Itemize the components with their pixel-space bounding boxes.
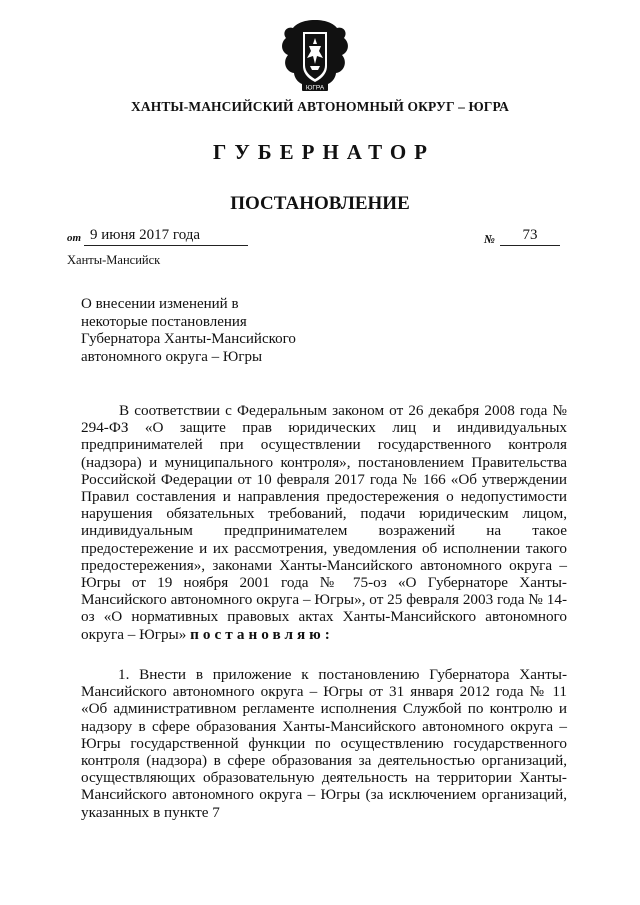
region-title: ХАНТЫ-МАНСИЙСКИЙ АВТОНОМНЫЙ ОКРУГ – ЮГРА <box>131 99 509 114</box>
document-date: 9 июня 2017 года <box>84 226 248 246</box>
subject-line: некоторые постановления <box>81 313 247 330</box>
svg-text:ЮГРА: ЮГРА <box>305 84 325 92</box>
authority-title: ГУБЕРНАТОР <box>212 140 436 164</box>
clause-1-text: 1. Внести в приложение к постановлению Губернатора Ханты-Мансийского автономного округа – Югры от 31 января 2012 года № 11 «Об административном регламенте исполнения Службой по контролю и надзору в сфере образования Ханты-Мансийского автономного округа – Югры государственной функции по осуществлению государственного контроля (надзора) в сфере образования за деятельностью организаций, осуществляющих образовательную деятельность на территории Ханты-Мансийского автономного округа – Югры (за исключением организаций, указанных в пункте 7 <box>81 666 567 821</box>
subject-line: Губернатора Ханты-Мансийского <box>81 331 296 347</box>
clause-1-paragraph <box>81 666 567 821</box>
document-number: 73 <box>500 226 560 246</box>
date-prefix: от <box>67 232 82 244</box>
subject-line: О внесении изменений в <box>81 296 239 312</box>
number-prefix: № <box>484 232 495 246</box>
subject-line: автономного округа – Югры <box>81 348 263 365</box>
preamble-paragraph <box>81 402 567 643</box>
preamble-text: В соответствии с Федеральным законом от 26 декабря 2008 года № 294-ФЗ «О защите прав юридических лиц и индивидуальных предпринимателей при осуществлении государственного контроля (надзора) и муниципального контроля», постановлением Правительства Российской Федерации от 10 февраля 2017 года № 166 «Об утверждении Правил составления и направления предостережения о недопустимости нарушения обязательных требований, подачи юридическим лицом, индивидуальным предпринимателем возражений на такое предостережение и их рассмотрения, уведомления об исполнении такого предостережения», законами Ханты-Мансийского автономного округа – Югры от 19 ноября 2001 года № 75-оз «О Губернаторе Ханты-Мансийского автономного округа – Югры», от 25 февраля 2003 года № 14-оз «О нормативных правовых актах Ханты-Мансийского автономного округа – Югры» <box>81 402 567 643</box>
coat-of-arms-icon <box>276 16 354 96</box>
decree-word: постановляю: <box>190 625 334 643</box>
document-subject <box>81 296 296 366</box>
issue-city: Ханты-Мансийск <box>67 253 161 267</box>
document-type: ПОСТАНОВЛЕНИЕ <box>230 193 410 214</box>
